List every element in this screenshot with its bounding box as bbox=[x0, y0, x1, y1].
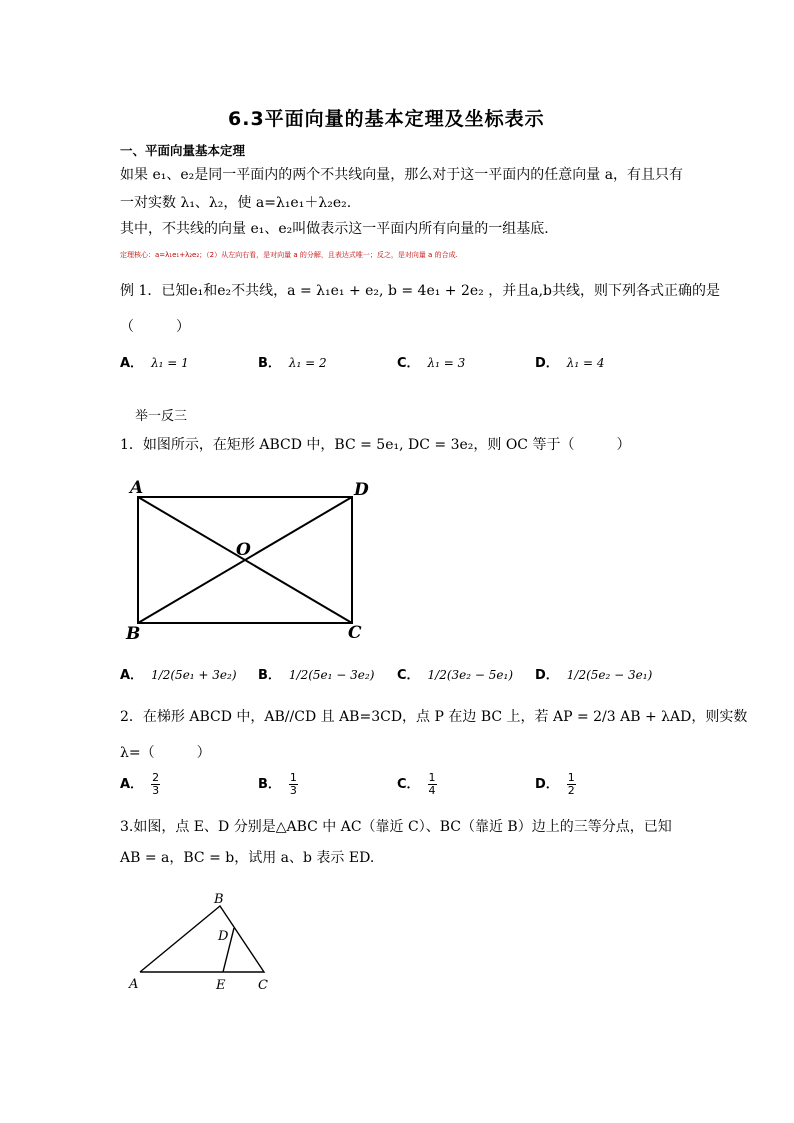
example-1-option-c[interactable] bbox=[397, 352, 465, 371]
label-e: E bbox=[216, 978, 226, 993]
denominator: 4 bbox=[428, 784, 436, 797]
question-1-option-d[interactable] bbox=[535, 664, 652, 683]
label-a: A bbox=[130, 478, 144, 498]
label-d: D bbox=[218, 929, 229, 944]
question-2-option-b[interactable] bbox=[258, 772, 300, 797]
question-1-text: 1．如图所示，在矩形 ABCD 中，BC = 5e₁, DC = 3e₂，则 OC 等于（ ） bbox=[120, 437, 631, 453]
theorem-core-note: 定理核心：a=λ₁e₁+λ₂e₂；（2）从左向右看，是对向量 a 的分解，且表达式唯一；反之，是对向量 a 的合成. bbox=[120, 251, 458, 259]
option-label: C． bbox=[397, 356, 420, 371]
question-2-option-c[interactable] bbox=[397, 772, 439, 797]
section-heading-theorem: 一、平面向量基本定理 bbox=[120, 143, 246, 158]
rectangle-figure bbox=[120, 475, 380, 645]
label-d: D bbox=[354, 480, 369, 500]
option-label: A． bbox=[120, 668, 144, 683]
option-label: D． bbox=[535, 668, 559, 683]
option-text: 1/2(3e₂ − 5e₁) bbox=[427, 668, 513, 682]
triangle-abc bbox=[140, 906, 264, 972]
numerator: 1 bbox=[567, 771, 575, 784]
example-1-blank: （ ） bbox=[120, 319, 190, 335]
option-text: 1/2(5e₁ + 3e₂) bbox=[151, 668, 237, 682]
label-a: A bbox=[129, 977, 139, 992]
example-1-question: 例 1．已知e₁和e₂不共线，a = λ₁e₁ + e₂, b = 4e₁ + 2e₂ ，并且a,b共线，则下列各式正确的是 bbox=[120, 283, 720, 299]
option-text: 1/2(5e₂ − 3e₁) bbox=[566, 668, 653, 682]
question-1-option-c[interactable] bbox=[397, 664, 513, 683]
option-label: A． bbox=[120, 777, 144, 792]
fraction bbox=[289, 772, 298, 797]
example-1-option-b[interactable] bbox=[258, 352, 327, 371]
option-label: B． bbox=[258, 777, 281, 792]
option-label: B． bbox=[258, 356, 281, 371]
page-title: 6.3平面向量的基本定理及坐标表示 bbox=[228, 108, 545, 130]
label-c: C bbox=[258, 978, 268, 993]
question-3-text: 3.如图，点 E、D 分别是△ABC 中 AC（靠近 C）、BC（靠近 B）边上的三等分点，已知 bbox=[120, 819, 672, 835]
option-text: λ₁ = 2 bbox=[288, 356, 327, 370]
question-3-line-2: AB = a，BC = b，试用 a、b 表示 ED. bbox=[120, 850, 375, 866]
fraction bbox=[428, 772, 437, 797]
question-2-text: 2．在梯形 ABCD 中，AB//CD 且 AB=3CD，点 P 在边 BC 上，若 AP = 2/3 AB + λAD，则实数 bbox=[120, 709, 748, 725]
fraction bbox=[567, 772, 576, 797]
fraction bbox=[151, 772, 160, 797]
label-b: B bbox=[126, 624, 141, 644]
option-text: 1/2(5e₁ − 3e₂) bbox=[288, 668, 375, 682]
label-c: C bbox=[348, 623, 362, 643]
option-label: D． bbox=[535, 356, 559, 371]
numerator: 2 bbox=[152, 771, 160, 784]
option-label: C． bbox=[397, 777, 420, 792]
denominator: 2 bbox=[567, 784, 575, 797]
example-1-option-d[interactable] bbox=[535, 352, 605, 371]
question-1-option-a[interactable] bbox=[120, 664, 237, 683]
option-text: λ₁ = 4 bbox=[566, 356, 605, 370]
option-label: D． bbox=[535, 777, 559, 792]
question-2-option-d[interactable] bbox=[535, 772, 578, 797]
question-2-line-2: λ=（ ） bbox=[120, 745, 211, 761]
definition-line-2: 一对实数 λ₁、λ₂，使 a=λ₁e₁＋λ₂e₂. bbox=[120, 195, 352, 211]
option-label: C． bbox=[397, 668, 420, 683]
example-1-option-a[interactable] bbox=[120, 352, 189, 371]
option-text: λ₁ = 1 bbox=[151, 356, 189, 370]
definition-line-1: 如果 e₁、e₂是同一平面内的两个不共线向量，那么对于这一平面内的任意向量 a，有且只有 bbox=[120, 167, 684, 183]
denominator: 3 bbox=[289, 784, 297, 797]
option-text: λ₁ = 3 bbox=[427, 356, 466, 370]
label-b: B bbox=[214, 892, 224, 907]
definition-line-3: 其中，不共线的向量 e₁、e₂叫做表示这一平面内所有向量的一组基底. bbox=[120, 221, 549, 237]
triangle-figure bbox=[120, 888, 290, 996]
question-1-option-b[interactable] bbox=[258, 664, 374, 683]
label-o: O bbox=[236, 540, 251, 560]
numerator: 1 bbox=[428, 771, 436, 784]
option-label: B． bbox=[258, 668, 281, 683]
denominator: 3 bbox=[152, 784, 160, 797]
question-2-option-a[interactable] bbox=[120, 772, 162, 797]
option-label: A． bbox=[120, 356, 144, 371]
numerator: 1 bbox=[289, 771, 297, 784]
section-heading-practice: 举一反三 bbox=[135, 409, 188, 424]
